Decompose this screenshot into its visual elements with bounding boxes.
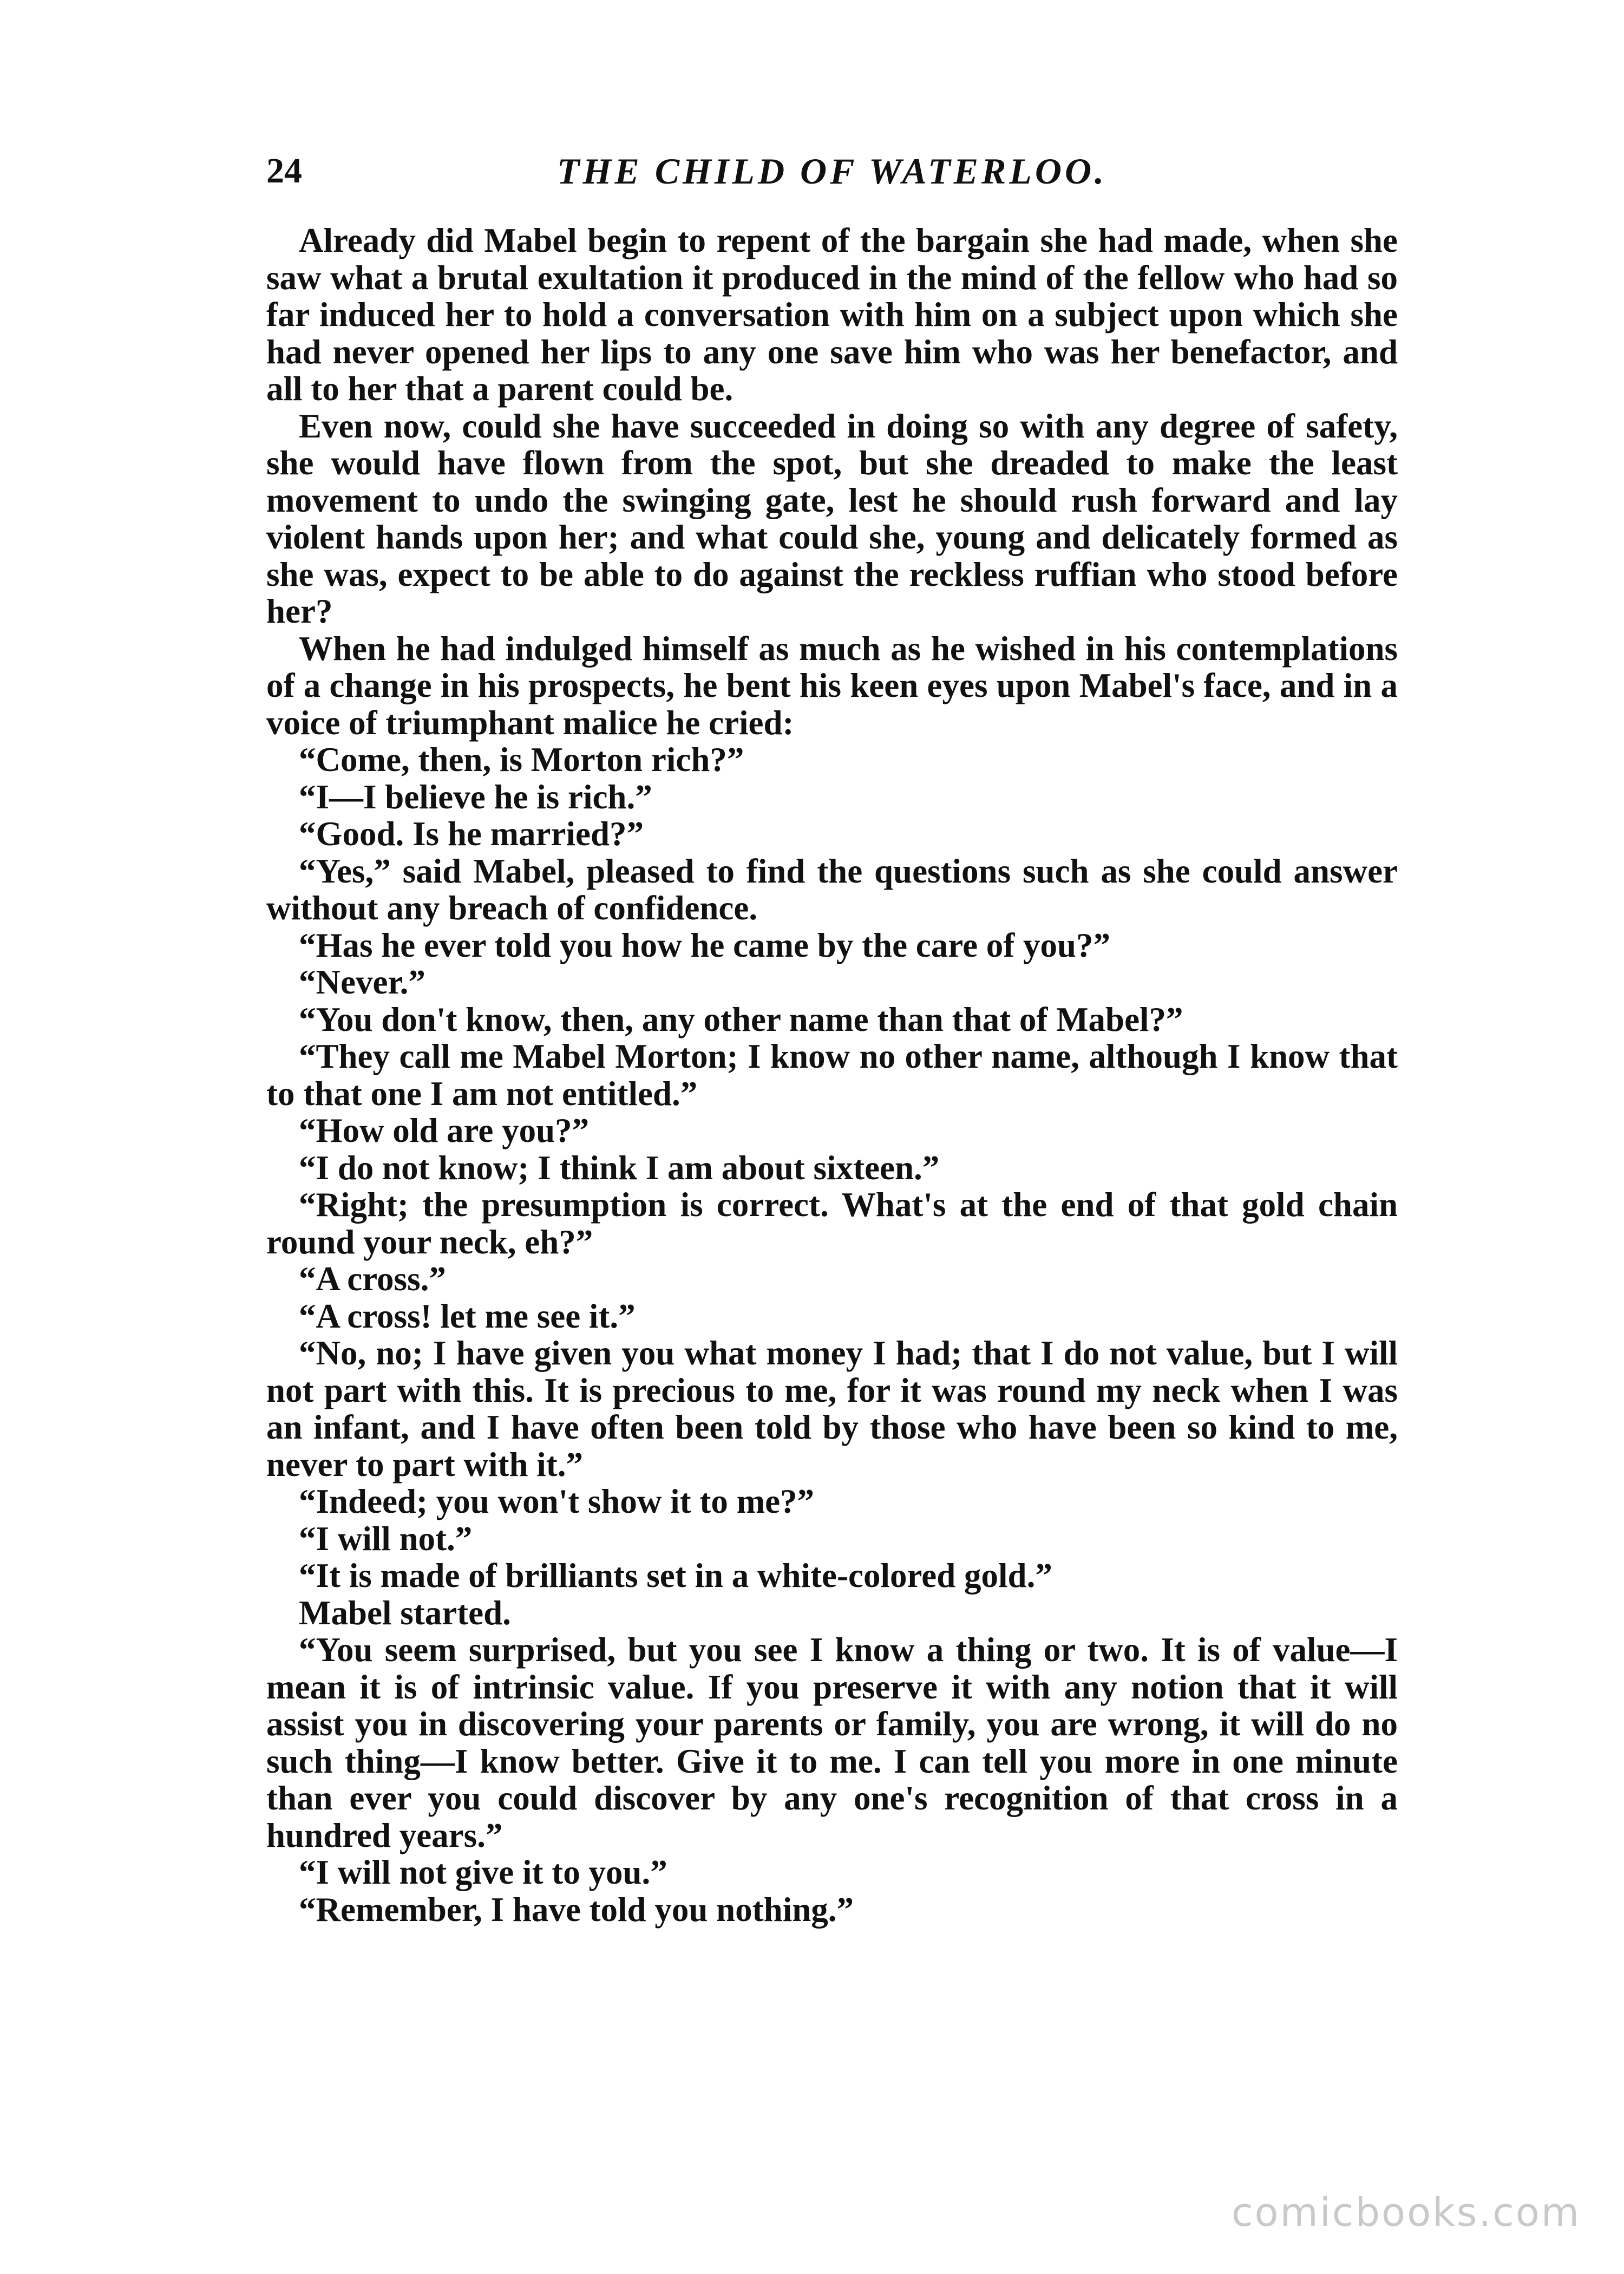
watermark: comicbooks.com xyxy=(1231,2190,1581,2235)
paragraph: “Remember, I have told you nothing.” xyxy=(299,1890,854,1929)
paragraph: “Right; the presumption is correct. What's at the end of that gold chain round your neck, eh?” xyxy=(266,1186,1398,1261)
paragraph: Mabel started. xyxy=(299,1593,511,1632)
paragraph: “How old are you?” xyxy=(299,1112,590,1149)
paragraph: “Has he ever told you how he came by the care of you?” xyxy=(299,926,1111,964)
paragraph: “You don't know, then, any other name than that of Mabel?” xyxy=(299,1000,1183,1038)
paragraph: Even now, could she have succeeded in doing so with any degree of safety, she would have flown from the spot, but she dreaded to make the least movement to undo the swinging gate, lest he should rush forward and lay violent hands upon her; and what could she, young and delicately formed as she was, expect to be able to do against the reckless ruffian who stood before her? xyxy=(266,407,1398,630)
paragraph: “Good. Is he married?” xyxy=(299,815,644,853)
paragraph: “A cross! let me see it.” xyxy=(299,1297,636,1335)
paragraph: When he had indulged himself as much as he wished in his contemplations of a change in his prospects, he bent his keen eyes upon Mabel's face, and in a voice of triumphant malice he cried: xyxy=(266,629,1398,742)
paragraph: “I will not.” xyxy=(299,1519,473,1558)
paragraph: “I—I believe he is rich.” xyxy=(299,777,652,816)
page-header xyxy=(266,145,1398,197)
paragraph: “Yes,” said Mabel, pleased to find the questions such as she could answer without any breach of confidence. xyxy=(266,852,1398,927)
paragraph: “Never.” xyxy=(299,963,425,1001)
paragraph: “I do not know; I think I am about sixteen.” xyxy=(299,1148,940,1187)
paragraph: Already did Mabel begin to repent of the bargain she had made, when she saw what a brutal exultation it produced in the mind of the fellow who had so far induced her to hold a conversation with him on a subject upon which she had never opened her lips to any one save him who was her benefactor, and all to her that a parent could be. xyxy=(266,221,1398,408)
paragraph: “Come, then, is Morton rich?” xyxy=(299,741,744,779)
running-title: THE CHILD OF WATERLOO. xyxy=(556,151,1108,192)
paragraph: “You seem surprised, but you see I know a thing or two. It is of value—I mean it is of intrinsic value. If you preserve it with any notion that it will assist you in discovering your parents or family, you are wrong, it will do no such thing—I know better. Give it to me. I can tell you more in one minute than ever you could discover by any one's recognition of that cross in a hundred years.” xyxy=(266,1631,1398,1854)
page-number: 24 xyxy=(266,151,302,191)
paragraph: “It is made of brilliants set in a white-colored gold.” xyxy=(299,1557,1052,1595)
paragraph: “No, no; I have given you what money I had; that I do not value, but I will not part with this. It is precious to me, for it was round my neck when I was an infant, and I have often been told by those who have been so kind to me, never to part with it.” xyxy=(266,1334,1398,1484)
paragraph: “Indeed; you won't show it to me?” xyxy=(299,1482,815,1520)
body-text xyxy=(266,222,1398,1928)
paragraph: “A cross.” xyxy=(299,1260,446,1298)
paragraph: “They call me Mabel Morton; I know no other name, although I know that to that one I am not entitled.” xyxy=(266,1037,1398,1113)
paragraph: “I will not give it to you.” xyxy=(299,1853,667,1891)
